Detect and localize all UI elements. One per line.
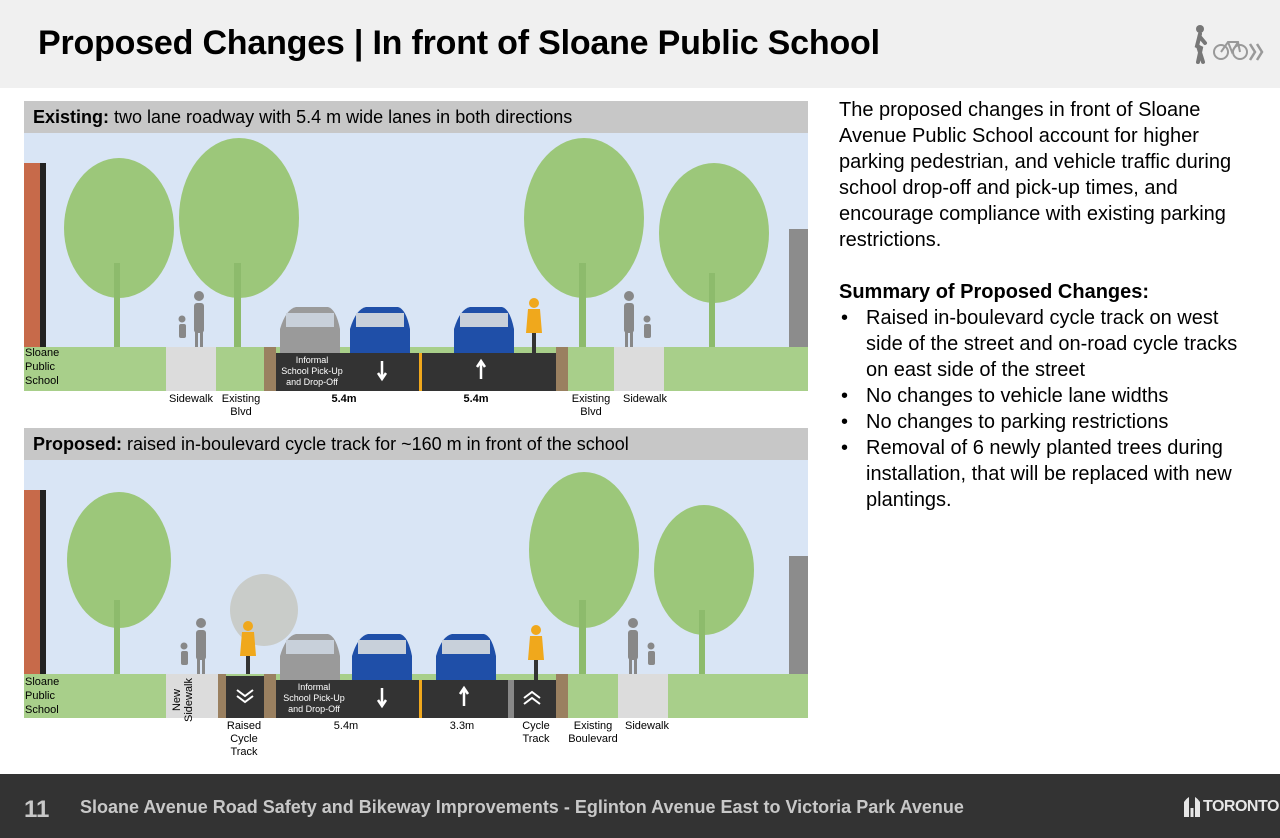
label-blvd-right: Existing Blvd <box>571 393 611 418</box>
road-note: Informal School Pick-Up and Drop-Off <box>283 682 345 714</box>
label-sidewalk: Sidewalk <box>624 720 670 732</box>
list-item: • No changes to vehicle lane widths <box>839 383 1259 409</box>
description-text: The proposed changes in front of Sloane Avenue Public School account for higher parking pedestrian, and vehicle traffic during school drop-off and pick-up times, and encourage compliance with existing parking restrictions. <box>839 99 1232 251</box>
label-sidewalk-right: Sidewalk <box>622 393 668 405</box>
city-hall-icon <box>1183 796 1201 818</box>
slide-footer <box>0 774 1280 838</box>
label-lane-right: 3.3m <box>449 720 475 732</box>
logo-text: TORONTO <box>1203 798 1279 815</box>
school-label: Sloane Public School <box>25 676 60 716</box>
proposed-label: Proposed: raised in-boulevard cycle track for ~160 m in front of the school <box>24 428 808 460</box>
proposed-cross-section <box>24 460 808 760</box>
footer-title: Sloane Avenue Road Safety and Bikeway Improvements - Eglinton Avenue East to Victoria Park Avenue <box>80 797 964 817</box>
summary-heading: Summary of Proposed Changes: <box>839 281 1150 303</box>
road-note: Informal School Pick-Up and Drop-Off <box>281 355 343 387</box>
existing-street-illustration <box>24 133 808 391</box>
proposed-street-illustration <box>24 460 808 718</box>
label-new-sidewalk: New Sidewalk <box>171 677 195 723</box>
label-raised-cycle-track: Raised Cycle Track <box>226 720 262 758</box>
label-cycle-track: Cycle Track <box>522 720 550 745</box>
description-panel <box>839 97 1259 513</box>
summary-list <box>839 305 1259 513</box>
label-sidewalk-left: Sidewalk <box>168 393 214 405</box>
toronto-logo <box>1183 794 1279 820</box>
slide-header <box>0 0 1280 88</box>
label-lane-right: 5.4m <box>463 393 489 405</box>
label-lane-left: 5.4m <box>331 393 357 405</box>
page-title: Proposed Changes | In front of Sloane Public School <box>38 24 880 62</box>
existing-label: Existing: two lane roadway with 5.4 m wide lanes in both directions <box>24 101 808 133</box>
list-item: • Raised in-boulevard cycle track on west side of the street and on-road cycle tracks on east side of the street <box>839 305 1259 383</box>
school-label: Sloane Public School <box>25 347 60 387</box>
list-item: • No changes to parking restrictions <box>839 409 1259 435</box>
label-existing-boulevard: Existing Boulevard <box>568 720 618 745</box>
cars <box>280 307 514 353</box>
label-lane-left: 5.4m <box>333 720 359 732</box>
pedestrian-cyclist-icon <box>1188 22 1268 66</box>
existing-cross-section <box>24 133 808 423</box>
list-item: • Removal of 6 newly planted trees during installation, that will be replaced with new plantings. <box>839 435 1259 513</box>
label-blvd-left: Existing Blvd <box>221 393 261 418</box>
page-number: 11 <box>24 796 50 823</box>
